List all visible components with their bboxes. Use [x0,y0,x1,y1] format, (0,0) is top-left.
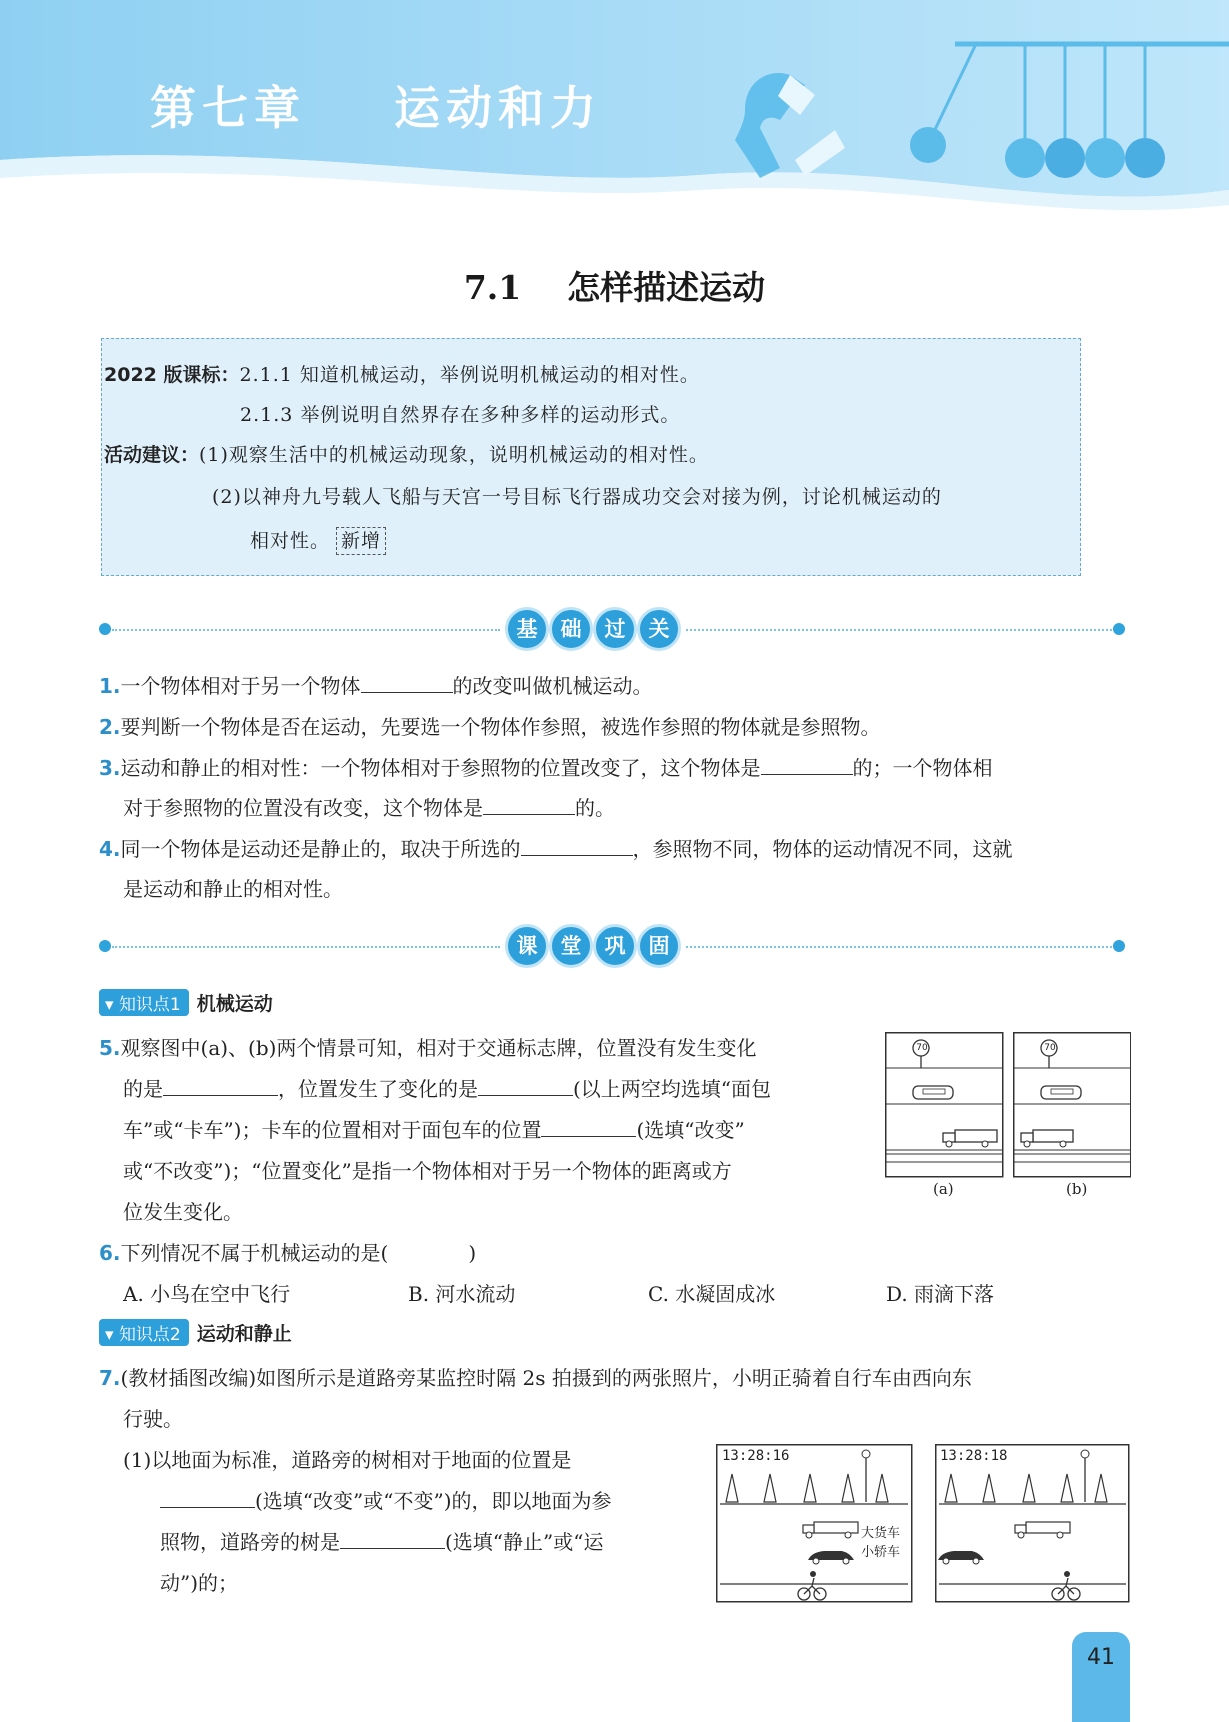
question-text: 要判断一个物体是否在运动，先要选一个物体作参照，被选作参照的物体就是参照物。 [120,715,881,739]
question-text: (选填“改变”或“不变”)的，即以地面为参 [255,1489,612,1513]
question-5-line-4: 或“不改变”)；“位置变化”是指一个物体相对于另一个物体的距离或方 [123,1159,732,1183]
option-a[interactable]: A. 小鸟在空中飞行 [123,1282,291,1306]
new-tag: 新增 [336,527,386,555]
question-text: ) [468,1241,477,1265]
van-icon [913,1086,953,1099]
question-1 [99,670,653,699]
figure-caption-a: (a) [933,1180,954,1198]
question-7-sub-1: (1)以地面为标准，道路旁的树相对于地面的位置是 [123,1448,572,1472]
knowledge-point-tag-text: 知识点1 [118,995,181,1015]
section-badge-char: 固 [637,924,681,968]
answer-blank[interactable] [160,1485,255,1508]
section-badge-char: 关 [637,607,681,651]
photo-panel-2 [936,1445,1129,1602]
divider-dot-left [99,623,111,635]
question-5-line-2 [123,1073,771,1102]
divider-line-left [112,629,500,631]
activity-text-3: 相对性。 [250,530,331,552]
figure-caption-b: (b) [1066,1180,1088,1198]
knowledge-point-tag-text: 知识点2 [118,1325,181,1345]
question-text: 运动和静止的相对性：一个物体相对于参照物的位置改变了，这个物体是 [120,756,761,780]
question-text: 照物，道路旁的树是 [160,1530,340,1554]
figure-panel-a [885,1033,1003,1177]
question-text: 的；一个物体相 [852,756,993,780]
photo-timestamp-1: 13:28:16 [722,1448,790,1464]
question-number: 5. [99,1036,121,1060]
question-text: 一个物体相对于另一个物体 [120,674,361,698]
question-number: 6. [99,1241,121,1265]
question-number: 2. [99,715,121,739]
answer-blank[interactable] [340,1526,445,1549]
traffic-sign-figure [885,1032,1131,1204]
question-5-line-3 [123,1114,745,1143]
section-badge-char: 堂 [549,924,593,968]
knowledge-point-title: 机械运动 [196,993,273,1015]
question-number: 1. [99,674,121,698]
answer-blank[interactable] [163,1073,278,1096]
divider-line-left [112,946,500,948]
activity-line-2: (2)以神舟九号载人飞船与天宫一号目标飞行器成功交会对接为例，讨论机械运动的 [212,486,942,508]
question-2 [99,711,881,740]
car-label: 小轿车 [861,1545,901,1560]
speed-sign-text: 70 [1044,1043,1056,1053]
question-number: 3. [99,756,121,780]
question-7-sub-1-line-4: 动”)的； [160,1571,239,1595]
activity-label: 活动建议： [104,444,200,466]
question-text: (以上两空均选填“面包 [573,1077,772,1101]
standards-text-1: 2.1.1 知道机械运动，举例说明机械运动的相对性。 [239,364,700,386]
question-text: (选填“改变” [636,1118,745,1142]
question-4 [99,833,1013,862]
knowledge-point-tag: ▾ 知识点1 [99,989,189,1016]
question-7-sub-1-line-3 [160,1526,603,1555]
surveillance-photos-figure [716,1444,1131,1604]
activity-line-3 [250,526,386,555]
section-badge-char: 巩 [593,924,637,968]
option-d[interactable]: D. 雨滴下落 [886,1282,995,1306]
question-text: 的。 [575,796,615,820]
question-5 [99,1032,756,1061]
divider-dot-right [1113,940,1125,952]
question-text: 下列情况不属于机械运动的是( [120,1241,389,1265]
question-text: 的改变叫做机械运动。 [452,674,653,698]
question-text: ，参照物不同，物体的运动情况不同，这就 [632,837,1013,861]
answer-blank[interactable] [361,670,453,693]
divider-line-right [686,946,1116,948]
section-badge-char: 过 [593,607,637,651]
knowledge-point-title: 运动和静止 [196,1323,292,1345]
question-6 [99,1237,476,1266]
question-5-line-5: 位发生变化。 [123,1200,243,1224]
question-3 [99,752,993,781]
divider-line-right [686,629,1116,631]
van-icon [1041,1086,1081,1099]
knowledge-point-1 [99,989,273,1016]
section-badge-char: 础 [549,607,593,651]
speed-sign-text: 70 [916,1043,928,1053]
question-7-line-2: 行驶。 [123,1407,183,1431]
question-text: ，位置发生了变化的是 [278,1077,478,1101]
question-3-cont [123,792,615,821]
answer-blank[interactable] [483,792,575,815]
answer-blank[interactable] [541,1114,636,1137]
question-number: 7. [99,1366,121,1390]
divider-dot-left [99,940,111,952]
answer-blank[interactable] [521,833,633,856]
answer-blank[interactable] [761,752,853,775]
activity-text-1: (1)观察生活中的机械运动现象，说明机械运动的相对性。 [199,444,709,466]
question-number: 4. [99,837,121,861]
figure-panel-b [1013,1033,1131,1177]
option-c[interactable]: C. 水凝固成冰 [648,1282,776,1306]
section-badge-char: 基 [505,607,549,651]
page-number: 41 [1087,1645,1115,1670]
section-title: 7.1 怎样描述运动 [463,268,766,307]
knowledge-point-2 [99,1319,292,1346]
question-text: 对于参照物的位置没有改变，这个物体是 [123,796,483,820]
question-7-sub-1-line-2 [160,1485,612,1514]
question-4-cont: 是运动和静止的相对性。 [123,877,343,901]
section-badge-char: 课 [505,924,549,968]
question-7 [99,1362,972,1391]
standards-line-1 [104,360,700,387]
question-text: 车”或“卡车”)；卡车的位置相对于面包车的位置 [123,1118,542,1142]
question-text: (选填“静止”或“运 [445,1530,604,1554]
standards-label: 2022 版课标： [104,364,240,386]
standards-line-2: 2.1.3 举例说明自然界存在多种多样的运动形式。 [240,404,681,426]
question-text: (教材插图改编)如图所示是道路旁某监控时隔 2s 拍摄到的两张照片，小明正骑着自行车由西向东 [120,1366,972,1390]
activity-line-1 [104,440,709,467]
divider-dot-right [1113,623,1125,635]
option-b[interactable]: B. 河水流动 [408,1282,516,1306]
knowledge-point-tag: ▾ 知识点2 [99,1319,189,1346]
question-text: 同一个物体是运动还是静止的，取决于所选的 [120,837,521,861]
question-text: 观察图中(a)、(b)两个情景可知，相对于交通标志牌，位置没有发生变化 [120,1036,757,1060]
photo-timestamp-2: 13:28:18 [940,1448,1008,1464]
question-text: 的是 [123,1077,163,1101]
truck-label: 大货车 [861,1526,901,1541]
chapter-title: 第七章 运动和力 [150,81,603,135]
answer-blank[interactable] [478,1073,573,1096]
